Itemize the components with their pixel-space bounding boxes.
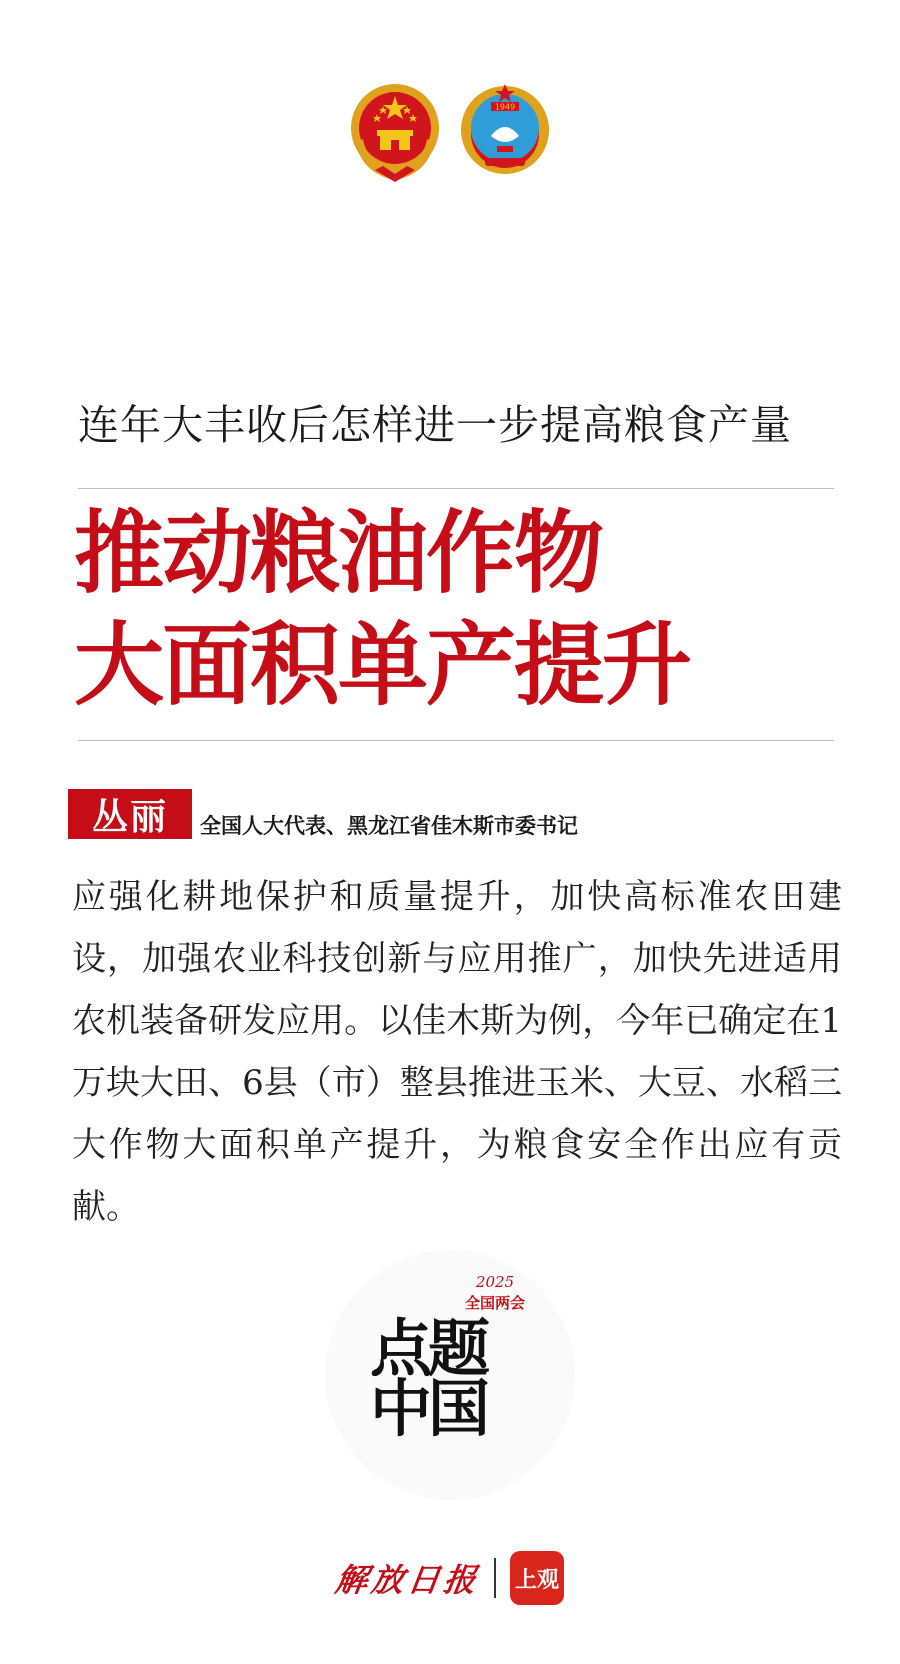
divider-bottom [78,740,834,741]
divider-top [78,488,834,489]
headline-line-2: 大面积单产提升 [74,613,690,718]
headline-line-1: 推动粮油作物 [74,501,602,606]
speaker-name-tag: 丛丽 [68,789,192,839]
footer-app-badge: 上观 [510,1551,564,1605]
seal-char-1: 点 [370,1312,433,1385]
speaker-title: 全国人大代表、黑龙江省佳木斯市委书记 [200,813,578,838]
national-emblem-icon [345,78,445,188]
footer-divider [494,1558,496,1598]
seal-char-2: 题 [428,1312,491,1385]
seal-label: 全国两会 [464,1294,525,1312]
svg-text:1949: 1949 [494,102,516,112]
footer-brand-logo: 解放日报 [333,1561,483,1599]
footer [0,1548,900,1608]
seal-char-4: 国 [428,1372,491,1445]
seal-char-3: 中 [370,1372,433,1445]
article-headline [74,498,854,722]
article-body: 应强化耕地保护和质量提升，加快高标准农田建设，加强农业科技创新与应用推广，加快先进适用农机装备研发应用。以佳木斯为例，今年已确定在1万块大田、6县（市）整县推进玉米、大豆、水稻三大作物大面积单产提升，为粮食安全作出应有贡献。 [72,877,842,1227]
emblem-row [0,78,900,188]
cppcc-emblem-icon [455,78,555,188]
article-subtitle: 连年大丰收后怎样进一步提高粮食产量 [78,401,792,449]
seal-year: 2025 [475,1273,515,1291]
